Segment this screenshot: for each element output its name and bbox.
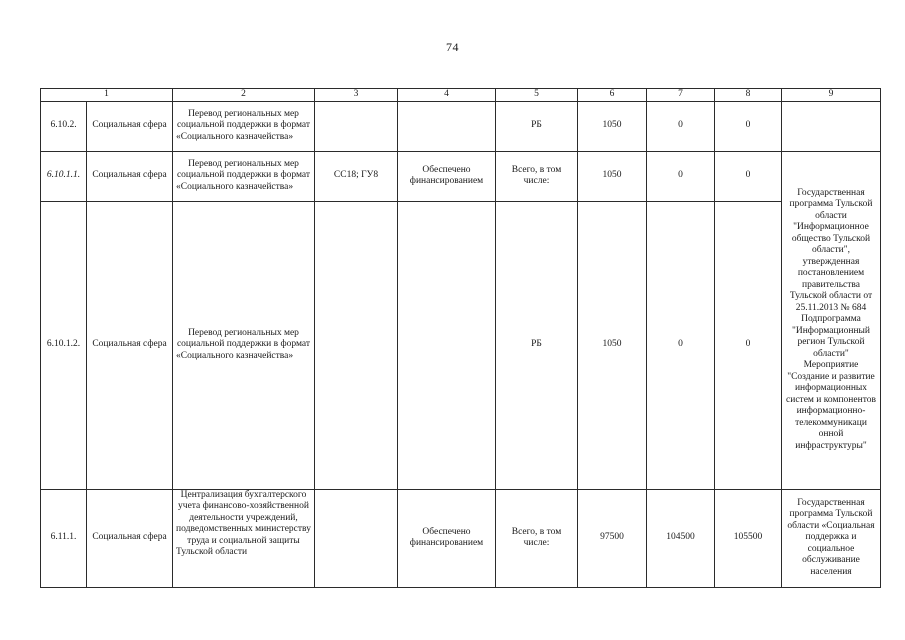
table-row <box>41 151 881 201</box>
row-number: 6.10.1.2. <box>41 201 87 489</box>
status-cell <box>398 201 496 489</box>
header-cell-5: 5 <box>496 89 578 102</box>
row-number: 6.10.2. <box>41 101 87 151</box>
header-cell-9: 9 <box>782 89 881 102</box>
header-cell-4: 4 <box>398 89 496 102</box>
program-cell <box>782 101 881 151</box>
value-2014: 0 <box>647 151 715 201</box>
header-cell-2: 2 <box>173 89 315 102</box>
header-cell-1: 1 <box>41 89 173 102</box>
measures-table <box>40 88 881 588</box>
table-row <box>41 101 881 151</box>
sphere-cell: Социальная сфера <box>87 201 173 489</box>
measure-cell: Централизация бухгалтерского учета финансово-хозяйственной деятельности учреждений, подведомственных министерству труда и социальной защиты Тульской области <box>173 489 315 587</box>
table-row <box>41 489 881 587</box>
value-2013: 97500 <box>578 489 647 587</box>
value-2013: 1050 <box>578 201 647 489</box>
measure-cell: Перевод региональных мер социальной поддержки в формат «Социального казначейства» <box>173 201 315 489</box>
header-row <box>41 89 881 102</box>
value-2014: 104500 <box>647 489 715 587</box>
sphere-cell: Социальная сфера <box>87 101 173 151</box>
value-2015: 0 <box>715 101 782 151</box>
header-cell-8: 8 <box>715 89 782 102</box>
header-cell-7: 7 <box>647 89 715 102</box>
header-cell-6: 6 <box>578 89 647 102</box>
indicators-cell: СС18; ГУ8 <box>315 151 398 201</box>
row-number: 6.10.1.1. <box>41 151 87 201</box>
program-cell: Государственная программа Тульской области "Информационное общество Тульской области", утвержденная постановлением правительства Тульской области от 25.11.2013 № 684 Подпрограмма "Информационный регион Тульской области" Мероприятие "Создание и развитие информационных систем и компонентов информационно-телекоммуникаци онной инфраструктуры" <box>782 151 881 489</box>
sphere-cell: Социальная сфера <box>87 151 173 201</box>
source-cell: РБ <box>496 201 578 489</box>
source-cell: РБ <box>496 101 578 151</box>
value-2014: 0 <box>647 201 715 489</box>
measure-cell: Перевод региональных мер социальной поддержки в формат «Социального казначейства» <box>173 101 315 151</box>
source-cell: Всего, в том числе: <box>496 489 578 587</box>
indicators-cell <box>315 101 398 151</box>
indicators-cell <box>315 489 398 587</box>
value-2015: 105500 <box>715 489 782 587</box>
status-cell: Обеспечено финансированием <box>398 151 496 201</box>
sphere-cell: Социальная сфера <box>87 489 173 587</box>
program-cell: Государственная программа Тульской области «Социальная поддержка и социальное обслуживание населения <box>782 489 881 587</box>
measure-cell: Перевод региональных мер социальной поддержки в формат «Социального казначейства» <box>173 151 315 201</box>
value-2013: 1050 <box>578 101 647 151</box>
value-2013: 1050 <box>578 151 647 201</box>
source-cell: Всего, в том числе: <box>496 151 578 201</box>
page-number: 74 <box>446 40 459 54</box>
indicators-cell <box>315 201 398 489</box>
value-2015: 0 <box>715 201 782 489</box>
header-cell-3: 3 <box>315 89 398 102</box>
row-number: 6.11.1. <box>41 489 87 587</box>
table-row <box>41 201 881 489</box>
status-cell: Обеспечено финансированием <box>398 489 496 587</box>
value-2015: 0 <box>715 151 782 201</box>
value-2014: 0 <box>647 101 715 151</box>
status-cell <box>398 101 496 151</box>
